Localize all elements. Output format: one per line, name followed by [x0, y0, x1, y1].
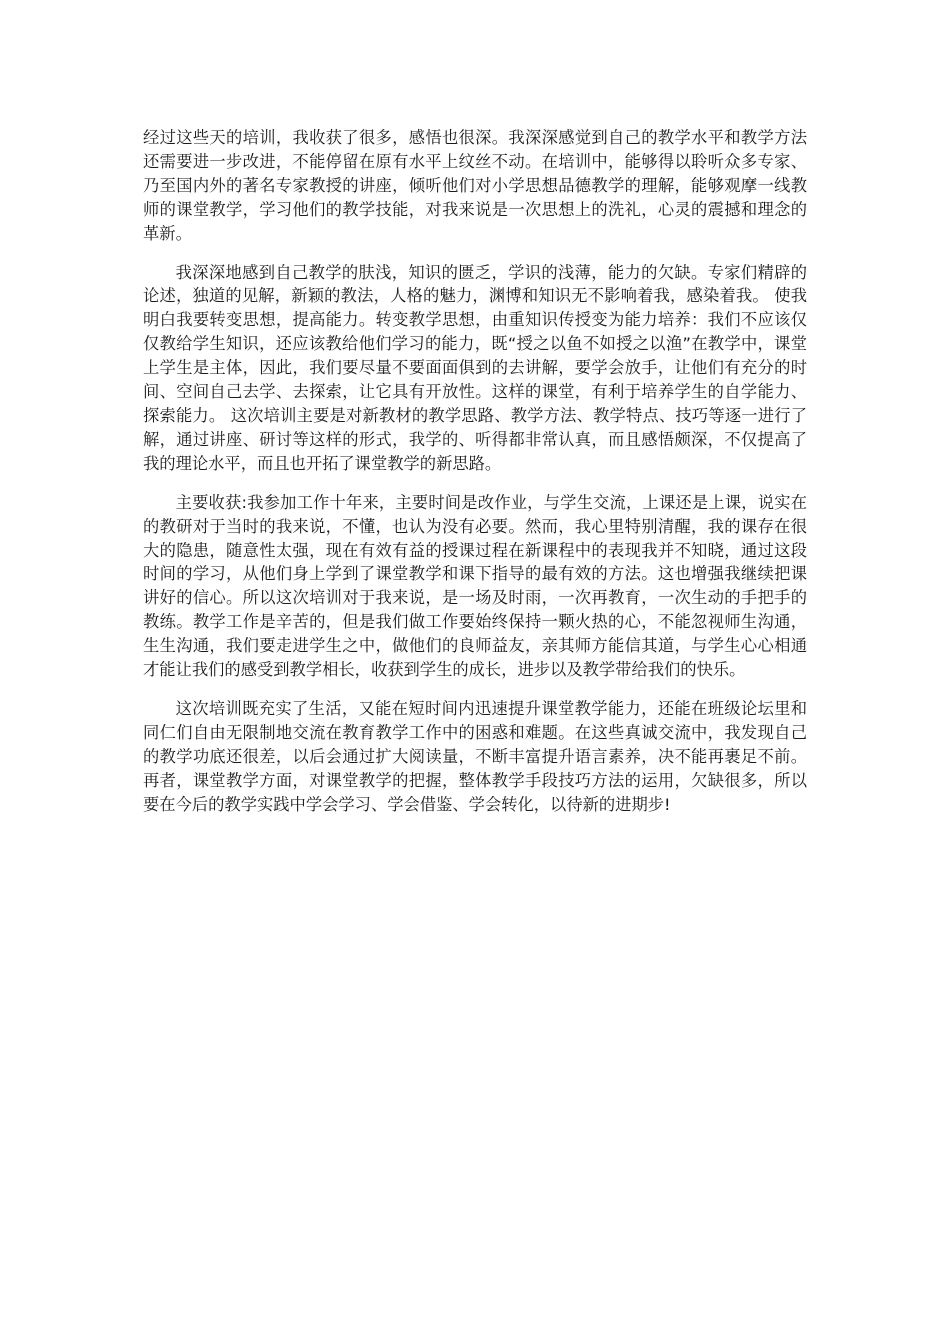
document-body — [143, 126, 807, 831]
paragraph-4: 这次培训既充实了生活，又能在短时间内迅速提升课堂教学能力，还能在班级论坛里和同仁们自由无限制地交流在教育教学工作中的困惑和难题。在这些真诚交流中，我发现自己的教学功底还很差，以后会通过扩大阅读量，不断丰富提升语言素养，决不能再裹足不前。再者，课堂教学方面，对课堂教学的把握，整体教学手段技巧方法的运用，欠缺很多，所以要在今后的教学实践中学会学习、学会借鉴、学会转化，以待新的进期步! — [143, 698, 807, 814]
paragraph-2: 我深深地感到自己教学的肤浅，知识的匮乏，学识的浅薄，能力的欠缺。专家们精辟的论述，独道的见解，新颖的教法，人格的魅力，渊博和知识无不影响着我，感染着我。 使我明白我要转变思想，提高能力。转变教学思想，由重知识传授变为能力培养：我们不应该仅仅教给学生知识，还应该教给他们学习的能力，既“授之以鱼不如授之以渔”在教学中，课堂上学生是主体，因此，我们要尽量不要面面俱到的去讲解，要学会放手，让他们有充分的时间、空间自己去学、去探索，让它具有开放性。这样的课堂，有利于培养学生的自学能力、探索能力。 这次培训主要是对新教材的教学思路、教学方法、教学特点、技巧等逐一进行了解，通过讲座、研讨等这样的形式，我学的、听得都非常认真，而且感悟颇深，不仅提高了我的理论水平，而且也开拓了课堂教学的新思路。 — [143, 262, 807, 473]
paragraph-3: 主要收获:我参加工作十年来，主要时间是改作业，与学生交流，上课还是上课，说实在的教研对于当时的我来说，不懂，也认为没有必要。然而，我心里特别清醒，我的课存在很大的隐患，随意性太强，现在有效有益的授课过程在新课程中的表现我并不知晓，通过这段时间的学习，从他们身上学到了课堂教学和课下指导的最有效的方法。这也增强我继续把课讲好的信心。所以这次培训对于我来说，是一场及时雨，一次再教育，一次生动的手把手的教练。教学工作是辛苦的，但是我们做工作要始终保持一颗火热的心，不能忽视师生沟通，生生沟通，我们要走进学生之中，做他们的良师益友，亲其师方能信其道，与学生心心相通才能让我们的感受到教学相长，收获到学生的成长，进步以及教学带给我们的快乐。 — [143, 492, 807, 680]
paragraph-1: 经过这些天的培训，我收获了很多，感悟也很深。我深深感觉到自己的教学水平和教学方法还需要进一步改进，不能停留在原有水平上纹丝不动。在培训中，能够得以聆听众多专家、乃至国内外的著名专家教授的讲座，倾听他们对小学思想品德教学的理解，能够观摩一线教师的课堂教学，学习他们的教学技能，对我来说是一次思想上的洗礼，心灵的震撼和理念的革新。 — [143, 128, 807, 243]
